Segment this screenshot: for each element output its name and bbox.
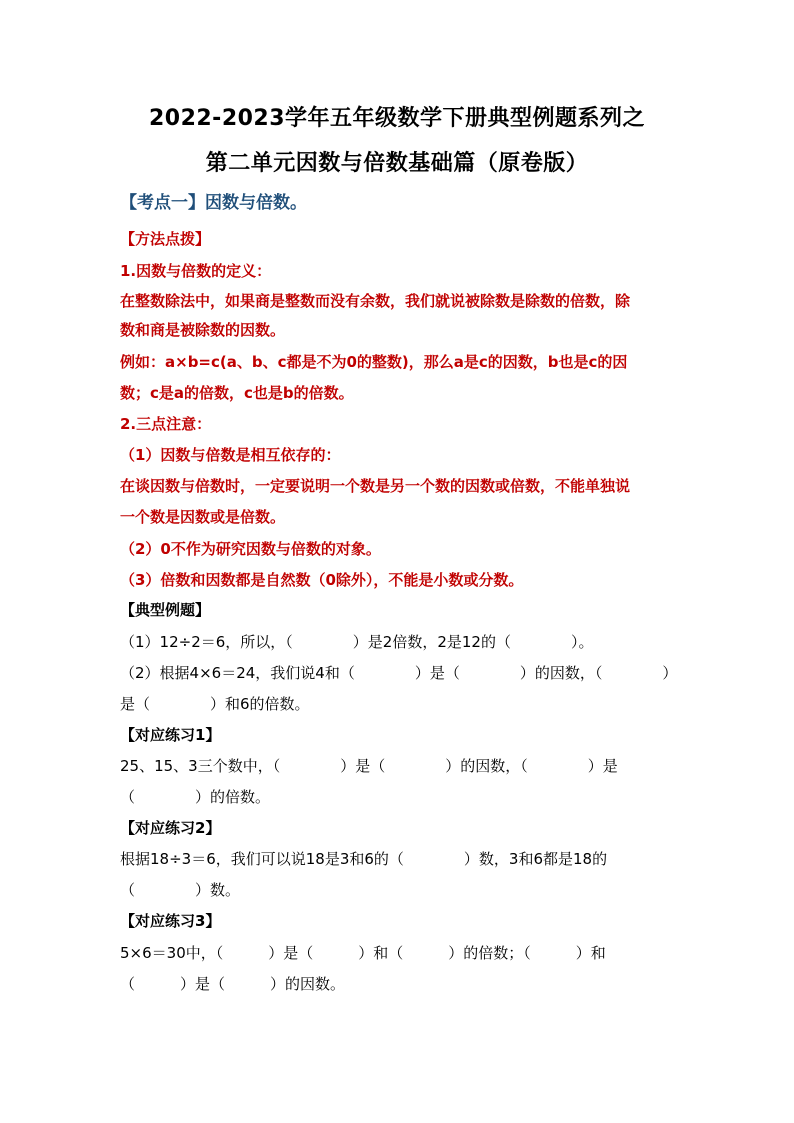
document-title-line1: 2022-2023学年五年级数学下册典型例题系列之 [148, 106, 646, 131]
method-heading: 【方法点拨】 [120, 230, 211, 248]
typical-example-heading: 【典型例题】 [120, 601, 211, 619]
practice3-line1: 5×6＝30中，（ ）是（ ）和（ ）的倍数；（ ）和 [120, 944, 606, 962]
practice1-line1: 25、15、3三个数中，（ ）是（ ）的因数，（ ）是 [120, 757, 618, 775]
note2: （2）0不作为研究因数与倍数的对象。 [120, 540, 381, 558]
practice2-line1: 根据18÷3＝6，我们可以说18是3和6的（ ）数，3和6都是18的 [120, 850, 608, 868]
note3: （3）倍数和因数都是自然数（0除外），不能是小数或分数。 [120, 571, 524, 589]
document-title-line2: 第二单元因数与倍数基础篇（原卷版） [205, 151, 589, 176]
example-text-line2: 数；c是a的倍数，c也是b的倍数。 [120, 384, 354, 402]
practice3-heading: 【对应练习3】 [120, 912, 221, 930]
point2-heading: 2.三点注意： [120, 415, 212, 433]
point1-text-line1: 在整数除法中，如果商是整数而没有余数，我们就说被除数是除数的倍数，除 [120, 292, 631, 310]
point1-text-line2: 数和商是被除数的因数。 [120, 321, 286, 339]
practice1-line2: （ ）的倍数。 [120, 788, 271, 806]
practice2-line2: （ ）数。 [120, 881, 241, 899]
practice3-line2: （ ）是（ ）的因数。 [120, 975, 346, 993]
note1-text-line2: 一个数是因数或是倍数。 [120, 508, 286, 526]
question2-line1: （2）根据4×6＝24，我们说4和（ ）是（ ）的因数，（ ） [120, 664, 678, 682]
point1-heading: 1.因数与倍数的定义： [120, 262, 272, 280]
example-text-line1: 例如：a×b=c(a、b、c都是不为0的整数)，那么a是c的因数，b也是c的因 [120, 353, 628, 371]
note1-heading: （1）因数与倍数是相互依存的： [120, 446, 341, 464]
note1-text-line1: 在谈因数与倍数时，一定要说明一个数是另一个数的因数或倍数，不能单独说 [120, 477, 631, 495]
practice1-heading: 【对应练习1】 [120, 726, 221, 744]
question1: （1）12÷2＝6，所以，（ ）是2倍数，2是12的（ ）。 [120, 633, 594, 651]
topic-heading: 【考点一】因数与倍数。 [120, 193, 307, 213]
practice2-heading: 【对应练习2】 [120, 819, 221, 837]
question2-line2: 是（ ）和6的倍数。 [120, 695, 310, 713]
